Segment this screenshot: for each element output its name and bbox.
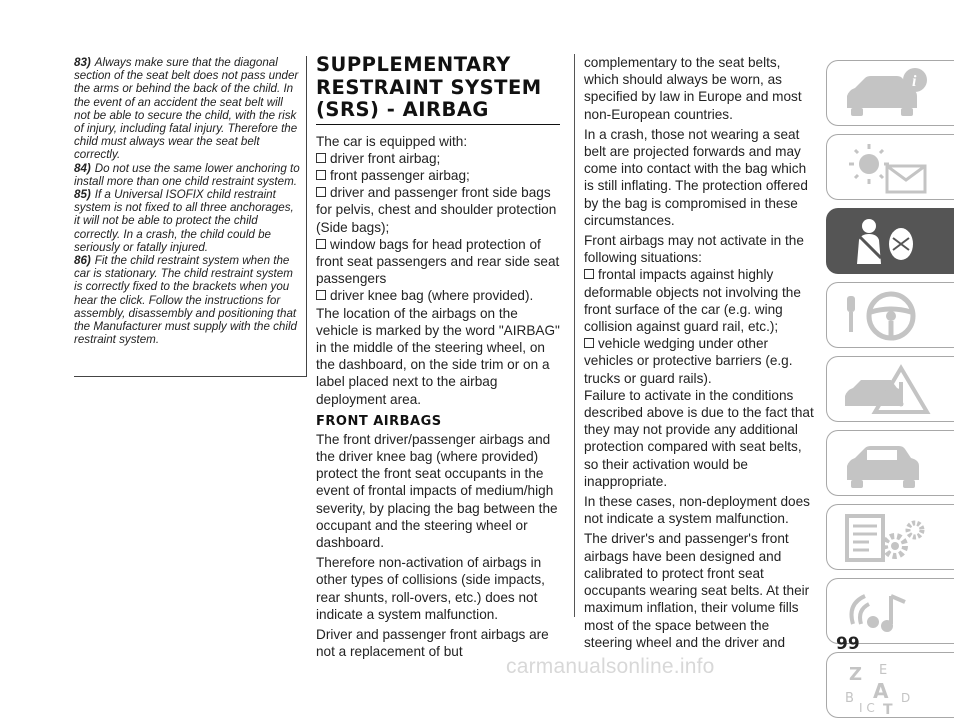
warning-lights-icon [839, 140, 939, 196]
column-divider [574, 54, 575, 617]
car-service-icon [839, 436, 939, 492]
checkbox-bullet-icon [584, 269, 594, 279]
page-number: 99 [836, 634, 860, 654]
col3-p1: complementary to the seat belts, which should always be worn, as specified by law in Europe and most non-European countries. [584, 55, 802, 122]
checkbox-bullet-icon [316, 239, 326, 249]
svg-text:i: i [912, 73, 917, 90]
warning-84: 84) Do not use the same lower anchoring to install more than one child restraint system. [74, 161, 300, 188]
list-item: driver and passenger front side bags for pelvis, chest and shoulder protection (Side bags); [316, 185, 557, 235]
tab-technical-data[interactable] [826, 504, 954, 570]
checkbox-bullet-icon [584, 338, 594, 348]
svg-text:E: E [879, 663, 888, 678]
list-item: driver front airbag; [316, 150, 562, 167]
svg-text:B: B [845, 691, 854, 706]
front-airbags-p1: The front driver/passenger airbags and the driver knee bag (where provided) protect the front seat occupants in the event of frontal impacts of medium/high severity, by placing the bag between the occupant and the steering wheel or dashboard. [316, 431, 558, 550]
list-item: front passenger airbag; [316, 167, 562, 184]
warning-83: 83) Always make sure that the diagonal section of the seat belt does not pass under the arms or behind the back of the child. In the event of an accident the seat belt will not be able to secure the child, with the risk of injury, including fatal injury. Therefore the child must always wear the seat belt correctly. [74, 56, 299, 162]
title-underline [316, 124, 560, 125]
checkbox-bullet-icon [316, 290, 326, 300]
list-item: driver knee bag (where provided). [316, 287, 562, 304]
steering-wheel-icon [839, 288, 939, 344]
car-accident-icon [839, 362, 939, 418]
svg-text:T: T [883, 702, 893, 714]
checkbox-bullet-icon [316, 187, 326, 197]
col3-p3: Front airbags may not activate in the following situations: [584, 233, 804, 266]
specs-gear-icon [839, 510, 939, 566]
svg-text:Z: Z [849, 664, 863, 685]
car-info-icon [839, 66, 939, 122]
tab-warning-lights[interactable] [826, 134, 954, 200]
tab-starting-driving[interactable] [826, 282, 954, 348]
svg-text:D: D [901, 691, 911, 705]
warning-85: 85) If a Universal ISOFIX child restraint system is not fixed to all three anchorages, it will not be able to protect the child correctly. In a crash, the child could be seriously or fatally injured. [74, 188, 294, 254]
list-item: frontal impacts against highly deformable objects not involving the front surface of the car (e.g. wing collision against guard rail, etc.); [584, 267, 801, 335]
section-title: SUPPLEMENTARY RESTRAINT SYSTEM (SRS) - AIRBAG [316, 53, 542, 121]
index-letters-icon [839, 658, 939, 714]
checkbox-bullet-icon [316, 170, 326, 180]
multimedia-icon [839, 584, 939, 640]
tab-emergency[interactable] [826, 356, 954, 422]
tab-index[interactable] [826, 652, 954, 718]
svg-text:I C: I C [859, 701, 875, 714]
airbag-section [316, 54, 562, 660]
svg-text:A: A [873, 679, 889, 703]
airbag-section-continued [584, 54, 816, 651]
col3-p6: The driver's and passenger's front airbags have been designed and calibrated to protect front seat occupants wearing seat belts. At their maximum inflation, their volume fills most of the space between the steering wheel and the driver and [584, 531, 810, 650]
tab-safety[interactable] [826, 208, 954, 274]
col3-p5: In these cases, non-deployment does not indicate a system malfunction. [584, 494, 810, 527]
intro-text: The car is equipped with: [316, 133, 468, 149]
seatbelt-airbag-icon [839, 214, 939, 270]
watermark: carmanualsonline.info [506, 655, 715, 678]
list-item: window bags for head protection of front seat passengers and rear side seat passengers [316, 236, 560, 287]
checkbox-bullet-icon [316, 153, 326, 163]
warning-86: 86) Fit the child restraint system when the car is stationary. The child restraint system is correctly fixed to the brackets when you hear the click. Follow the instructions for assembly, disassembly and positioning that the Manufacturer must supply with the child restraint system. [74, 254, 297, 347]
col3-p4: Failure to activate in the conditions described above is due to the fact that they may not provide any additional protection compared with seat belts, so their activation would be inappropriate. [584, 387, 814, 489]
front-airbags-heading: FRONT AIRBAGS [316, 413, 442, 429]
tab-maintenance[interactable] [826, 430, 954, 496]
front-airbags-p3: Driver and passenger front airbags are not a replacement of but [316, 626, 549, 660]
list-item: vehicle wedging under other vehicles or protective barriers (e.g. trucks or guard rails). [584, 336, 793, 386]
location-text: The location of the airbags on the vehicle is marked by the word "AIRBAG" in the middle of the steering wheel, on the dashboard, on the side trim or on a label placed next to the airbag deployment area. [316, 305, 560, 407]
chapter-tabs [826, 60, 954, 726]
tab-car-knowledge[interactable] [826, 60, 954, 126]
warnings-box [74, 56, 307, 377]
front-airbags-p2: Therefore non-activation of airbags in other types of collisions (side impacts, rear shunts, roll-overs, etc.) does not indicate a system malfunction. [316, 555, 545, 622]
col3-p2: In a crash, those not wearing a seat belt are projected forwards and may come into contact with the bag which is still inflating. The protection offered by the bag is compromised in these circumstances. [584, 126, 808, 228]
